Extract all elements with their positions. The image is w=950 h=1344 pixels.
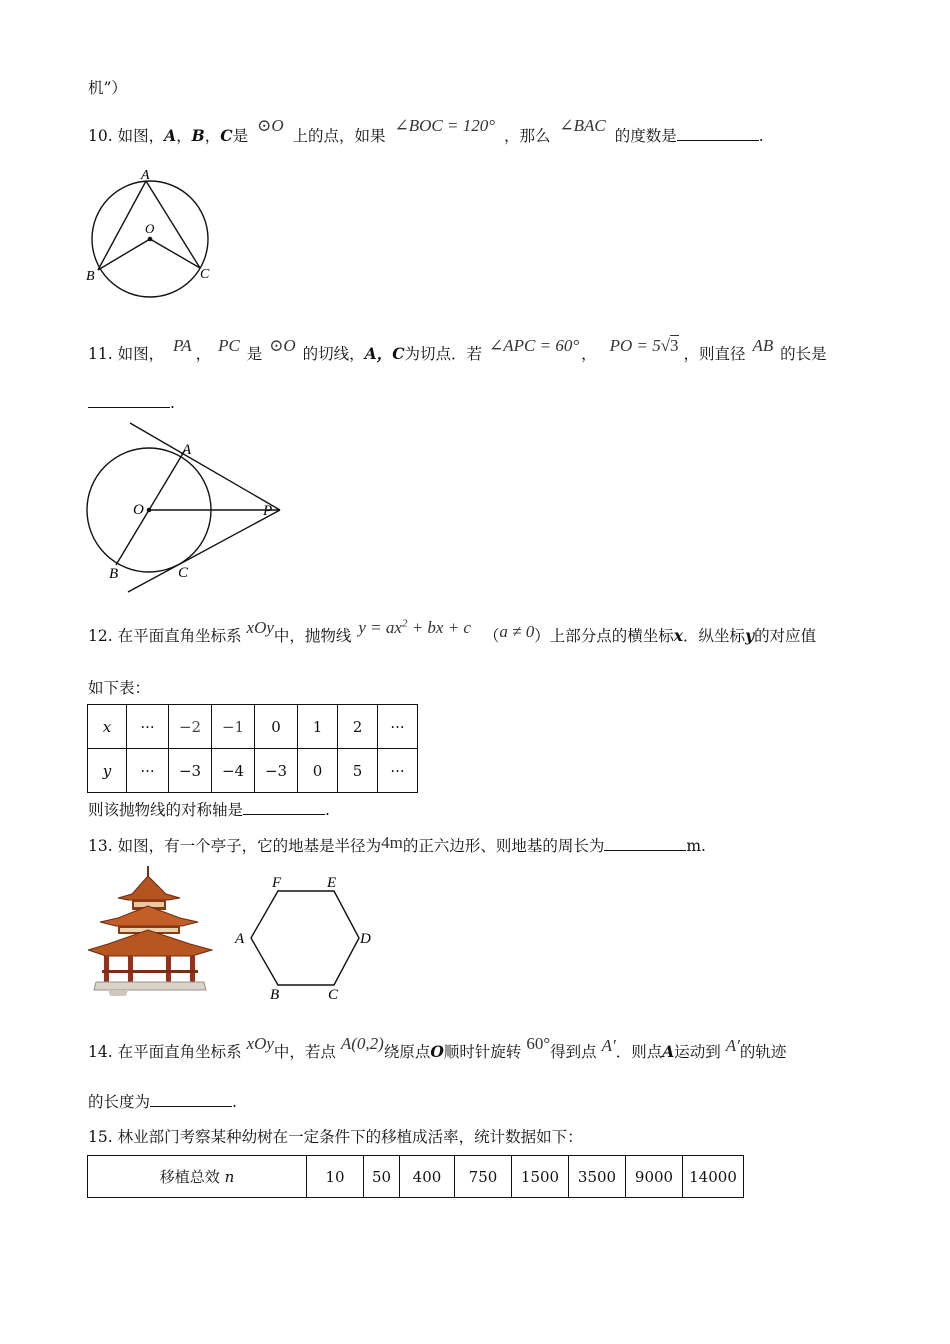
q14-a-prime-2: A′ — [725, 1036, 740, 1055]
table-cell: ··· — [127, 705, 169, 749]
table-cell: 0 — [255, 705, 298, 749]
table-cell: 1 — [298, 705, 338, 749]
q13-hexagon — [251, 891, 359, 985]
q12-after-text: 则该抛物线的对称轴是 — [88, 801, 244, 819]
answer-blank[interactable] — [150, 1094, 232, 1107]
q13-label-e: E — [327, 875, 337, 891]
q10-point-b: B — [191, 126, 205, 145]
answer-blank[interactable] — [243, 802, 325, 815]
table-cell: 9000 — [626, 1156, 683, 1198]
q12-eq-sup: 2 — [401, 617, 408, 630]
q10-label-b: B — [86, 269, 95, 284]
question-number: 11. — [88, 345, 113, 363]
table-cell: 14000 — [683, 1156, 744, 1198]
q14-point: A(0,2) — [340, 1034, 384, 1053]
q10-end: . — [758, 127, 764, 145]
q10-point-c: C — [220, 126, 233, 145]
table-cell: 5 — [338, 749, 378, 793]
q15-header-n: n — [224, 1168, 235, 1186]
q10-angle-bac: ∠BAC — [559, 116, 606, 135]
question-14-line2 — [88, 1090, 237, 1112]
pavilion-base — [94, 982, 206, 990]
pavilion-column — [104, 956, 109, 982]
pavilion-steps — [108, 990, 128, 996]
q11-figure — [80, 420, 290, 595]
q12-value-table — [87, 704, 418, 793]
q13-label-a: A — [235, 931, 245, 947]
q14-origin: O — [430, 1042, 444, 1061]
q11-diameter-ab — [116, 450, 185, 565]
q11-circle-o: ⊙O — [269, 336, 296, 355]
q14-text-h: 的轨迹 — [739, 1043, 787, 1061]
question-11-answer-line — [88, 394, 175, 412]
q12-condition: a ≠ 0 — [499, 622, 535, 641]
q14-text-d: 顺时针旋转 — [443, 1043, 522, 1061]
q12-var-y: y — [745, 626, 755, 645]
question-13-text — [88, 834, 706, 856]
q13-text-b: 的正六边形、则地基的周长为 — [402, 837, 605, 855]
q12-text-d: ．纵坐标 — [683, 627, 746, 645]
q10-text-c: 上的点，如果 — [292, 127, 386, 145]
q13-label-d: D — [360, 931, 371, 947]
question-15-text — [88, 1125, 583, 1147]
table-cell: −3 — [255, 749, 298, 793]
q13-label-f: F — [272, 875, 282, 891]
q11-angle-apc: ∠APC = 60° — [489, 336, 580, 355]
table-cell: 10 — [307, 1156, 364, 1198]
q11-center-dot — [147, 508, 152, 513]
table-cell: 750 — [455, 1156, 512, 1198]
q13-radius: 4m — [381, 833, 403, 852]
q12-eq-b: + bx + c — [407, 618, 471, 637]
q10-point-a: A — [164, 126, 177, 145]
q11-po-left: PO = 5 — [609, 336, 661, 355]
question-number: 12. — [88, 627, 113, 645]
pavilion-image — [88, 866, 213, 996]
question-10-text: 10. 如图，A，B，C是 ⊙O 上的点，如果 ∠BOC = 120° ，那么 ∠BAC 的度数是 . — [88, 116, 764, 145]
table-cell: −2 — [169, 705, 212, 749]
question-14-text — [88, 1034, 787, 1062]
q14-text-c: 绕原点 — [383, 1043, 431, 1061]
q11-tangent-pa — [130, 423, 280, 510]
q14-degree: 60° — [526, 1034, 551, 1053]
q10-label-c: C — [200, 267, 210, 282]
question-number: 14. — [88, 1043, 113, 1061]
q11-ab: AB — [752, 336, 774, 355]
q12-eq-a: y = ax — [358, 618, 402, 637]
q14-line2-text: 的长度为 — [88, 1093, 151, 1111]
q10-label-o: O — [145, 221, 155, 236]
q11-text-c: 的切线， — [302, 345, 365, 363]
answer-blank[interactable] — [677, 128, 759, 141]
table-cell: 1500 — [512, 1156, 569, 1198]
question-number: 10. — [88, 127, 113, 145]
table-cell: 2 — [338, 705, 378, 749]
q10-text-d: ，那么 — [503, 127, 551, 145]
q11-end: . — [170, 394, 175, 412]
q11-points-ac: A，C — [364, 344, 405, 363]
table-header-cell — [88, 1156, 307, 1198]
q10-circle-o: ⊙O — [257, 116, 284, 135]
pavilion-middle-roof — [100, 906, 198, 926]
q15-header-text: 移植总效 — [159, 1168, 220, 1186]
q12-text-e: 的对应值 — [754, 627, 817, 645]
q11-label-o: O — [133, 502, 144, 518]
table-cell: −4 — [212, 749, 255, 793]
q12-after-table — [88, 798, 330, 820]
q15-survival-table — [87, 1155, 744, 1198]
pavilion-upper-roof — [118, 876, 180, 900]
q11-text-b: 是 — [246, 345, 263, 363]
q11-tangent-pc — [128, 510, 280, 592]
q11-label-c: C — [178, 565, 189, 581]
q13-text-a: 如图，有一个亭子，它的地基是半径为 — [117, 837, 382, 855]
table-cell: −1 — [212, 705, 255, 749]
q11-po-value — [610, 336, 679, 355]
question-12-text: 12. 在平面直角坐标系 xOy中，抛物线 $y = ax^2$ + bx + c （a ≠ 0）上部分点的横坐标x．纵坐标y的对应值 — [88, 617, 817, 645]
q13-label-c: C — [328, 987, 339, 1003]
answer-blank[interactable] — [604, 838, 686, 851]
table-cell: 50 — [364, 1156, 400, 1198]
q11-text-a: 如图， — [117, 345, 165, 363]
intro-fragment: 机”） — [88, 79, 127, 97]
q12-text-a: 在平面直角坐标系 — [117, 627, 242, 645]
q12-text-c: 上部分点的横坐标 — [549, 627, 674, 645]
q11-pa: PA — [173, 336, 192, 355]
pavilion-lower-roof — [88, 930, 212, 956]
question-number: 13. — [88, 837, 113, 855]
answer-blank[interactable] — [88, 395, 170, 408]
q12-equation — [358, 618, 471, 637]
table-cell: 0 — [298, 749, 338, 793]
q10-line-ab — [98, 181, 146, 270]
q14-text-b: 中，若点 — [273, 1043, 336, 1061]
q15-text: 林业部门考察某种幼树在一定条件下的移植成活率，统计数据如下： — [117, 1128, 583, 1146]
q11-text-f: 的长是 — [780, 345, 827, 363]
q11-label-p: P — [263, 503, 273, 519]
q14-end: . — [232, 1093, 237, 1111]
q14-xoy: xOy — [246, 1034, 274, 1053]
q11-po-root: 3 — [670, 336, 679, 355]
q14-a-prime: A′ — [601, 1036, 616, 1055]
q14-text-a: 在平面直角坐标系 — [117, 1043, 242, 1061]
q14-text-f: ．则点 — [615, 1043, 663, 1061]
table-cell: −3 — [169, 749, 212, 793]
q12-end: . — [325, 801, 330, 819]
q10-text-b: 是 — [232, 127, 249, 145]
table-row — [88, 749, 418, 793]
sqrt-icon: √ — [660, 336, 671, 355]
q12-xoy: xOy — [246, 618, 274, 637]
q11-label-b: B — [109, 566, 119, 582]
q11-label-a: A — [182, 442, 192, 458]
table-cell: y — [88, 749, 127, 793]
table-row — [88, 1156, 744, 1198]
q10-line-oc — [150, 239, 200, 268]
q10-center-dot — [148, 237, 153, 242]
q14-text-g: 运动到 — [674, 1043, 721, 1061]
q13-unit: m. — [686, 837, 706, 855]
q11-pc: PC — [218, 336, 240, 355]
q10-text-e: 的度数是 — [614, 127, 677, 145]
q10-angle-boc: ∠BOC = 120° — [394, 116, 496, 135]
table-cell: ··· — [378, 705, 418, 749]
q11-text-d: 为切点．若 — [404, 345, 483, 363]
q11-text-e: ，则直径 — [683, 345, 746, 363]
table-cell: ··· — [127, 749, 169, 793]
pavilion-column — [190, 956, 195, 982]
q10-figure — [82, 166, 217, 301]
table-cell: ··· — [378, 749, 418, 793]
q12-var-x: x — [673, 626, 684, 645]
q12-text-b: 中，抛物线 — [273, 627, 352, 645]
table-cell: x — [88, 705, 127, 749]
q14-point-a: A — [662, 1042, 675, 1061]
question-11-text: 11. 如图， PA ， PC 是 ⊙O 的切线，A，C为切点．若 ∠APC = 60° ， PO = 5√3 ，则直径 AB 的长是 — [88, 336, 827, 363]
q13-label-b: B — [270, 987, 280, 1003]
q10-label-a: A — [141, 168, 150, 183]
q10-text-a: 如图， — [117, 127, 165, 145]
table-cell: 3500 — [569, 1156, 626, 1198]
q14-text-e: 得到点 — [550, 1043, 597, 1061]
q12-line2: 如下表： — [88, 679, 151, 697]
question-number: 15. — [88, 1128, 113, 1146]
table-cell: 400 — [400, 1156, 455, 1198]
pavilion-railing — [102, 970, 198, 973]
table-row — [88, 705, 418, 749]
q13-hexagon-figure — [232, 870, 377, 1005]
